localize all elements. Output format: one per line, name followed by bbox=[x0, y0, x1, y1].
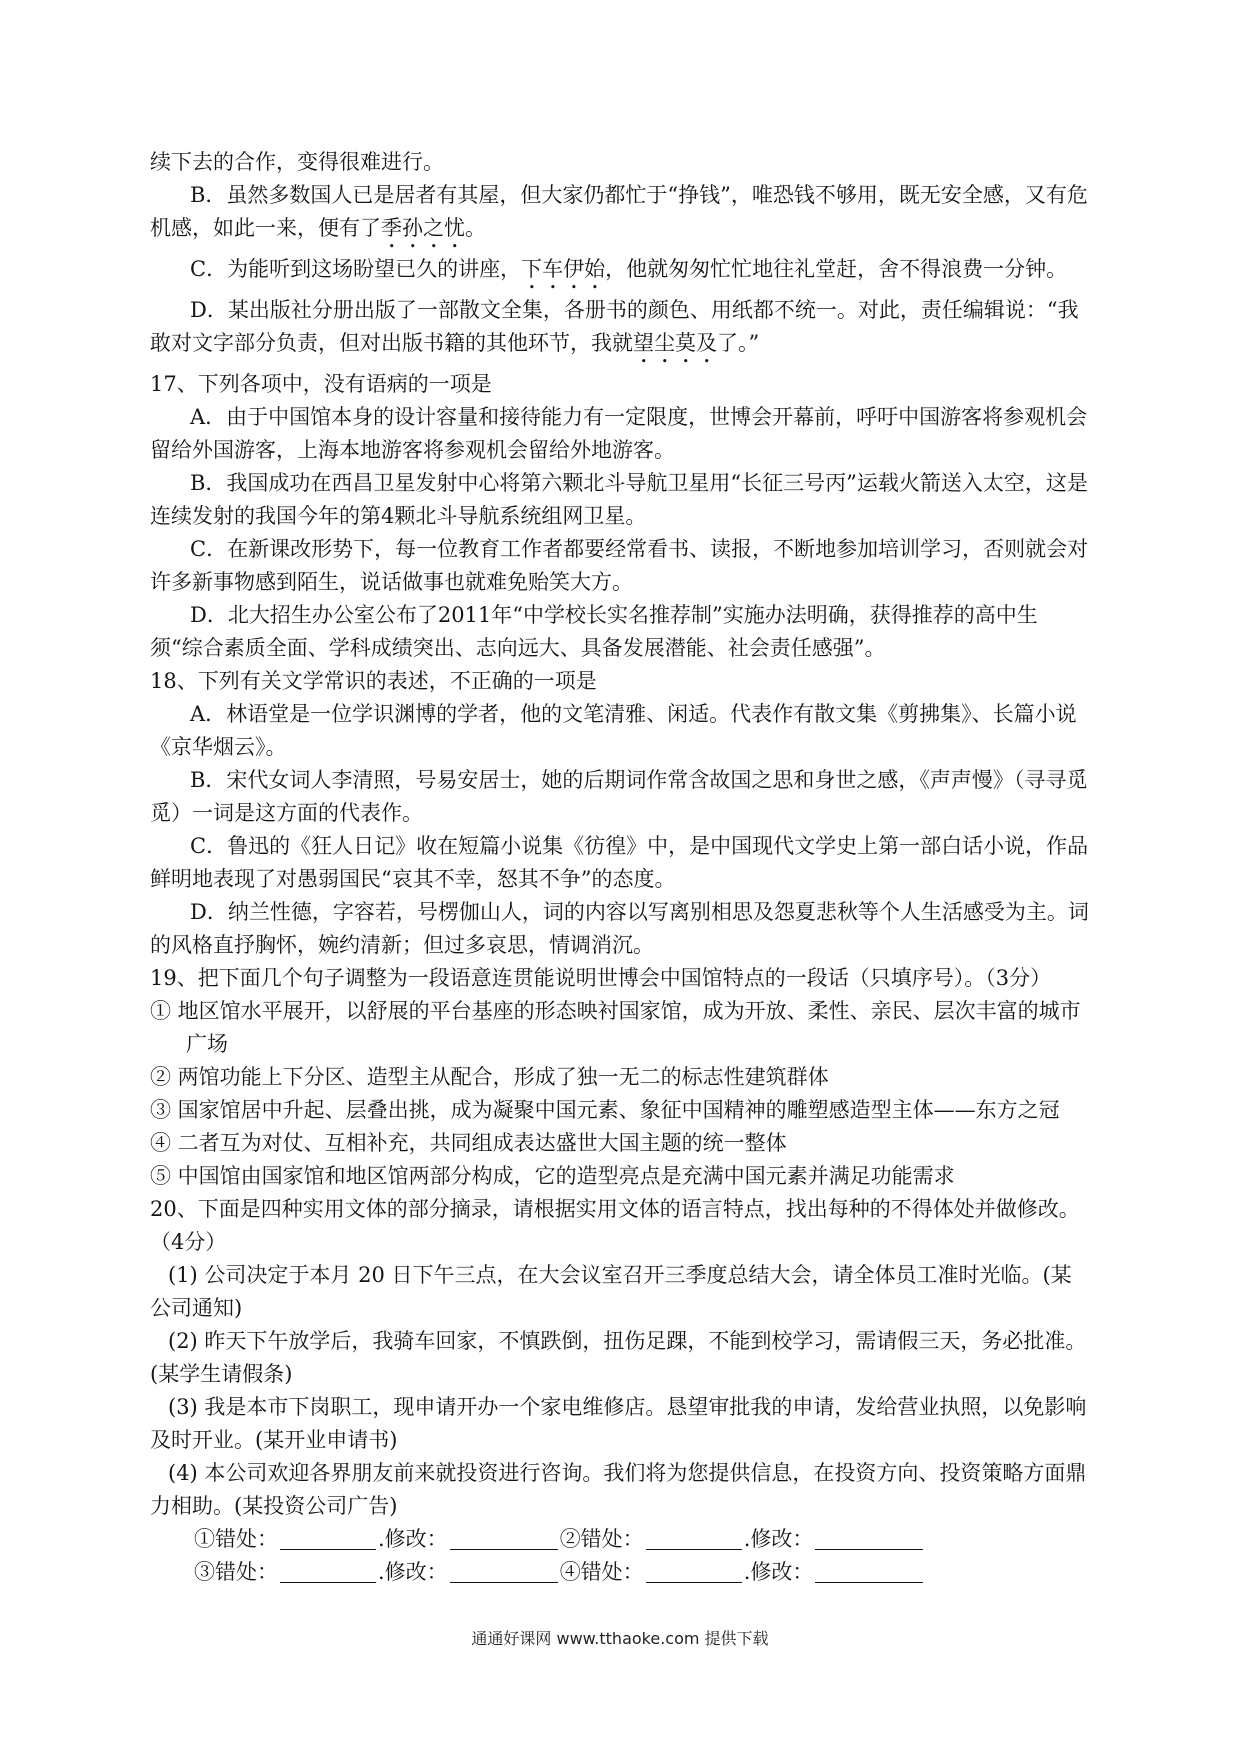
answer-2-fix-label: .修改： bbox=[743, 1527, 814, 1551]
q16-option-d bbox=[150, 294, 1090, 368]
q19-sentence-2: ② 两馆功能上下分区、造型主从配合，形成了独一无二的标志性建筑群体 bbox=[150, 1065, 829, 1089]
q16-option-b bbox=[150, 179, 1090, 253]
q19-sentence-1: ① 地区馆水平展开，以舒展的平台基座的形态映衬国家馆，成为开放、柔性、亲民、层次丰富的城市广场 bbox=[150, 999, 1081, 1056]
answer-4-fix-label: .修改： bbox=[743, 1560, 814, 1584]
answer-3-error-blank[interactable] bbox=[280, 1560, 376, 1583]
q16-continuation: 续下去的合作，变得很难进行。 bbox=[150, 150, 444, 174]
q18-option-d: D．纳兰性德，字容若，号楞伽山人，词的内容以写离别相思及怨夏悲秋等个人生活感受为主。词的风格直抒胸怀，婉约清新；但过多哀思，情调消沉。 bbox=[150, 900, 1089, 957]
q20-excerpt-2: (2) 昨天下午放学后，我骑车回家，不慎跌倒，扭伤足踝，不能到校学习，需请假三天，务必批准。(某学生请假条) bbox=[150, 1329, 1087, 1386]
answer-3-error-label: ③错处： bbox=[194, 1560, 278, 1584]
q16-option-c-text: C．为能听到这场盼望已久的讲座， bbox=[190, 257, 522, 281]
q18-option-a: A．林语堂是一位学识渊博的学者，他的文笔清雅、闲适。代表作有散文集《剪拂集》、长篇小说《京华烟云》。 bbox=[150, 702, 1077, 759]
q20-answer-row-2 bbox=[150, 1556, 1090, 1589]
answer-4-fix-blank[interactable] bbox=[815, 1560, 923, 1583]
q20-excerpt-4: (4) 本公司欢迎各界朋友前来就投资进行咨询。我们将为您提供信息，在投资方向、投资策略方面鼎力相助。(某投资公司广告) bbox=[150, 1461, 1087, 1518]
q20-excerpt-1: (1) 公司决定于本月 20 日下午三点，在大会议室召开三季度总结大会，请全体员工准时光临。(某公司通知) bbox=[150, 1263, 1072, 1320]
q16-option-c-emphasis: 下车伊始 bbox=[521, 257, 606, 281]
q16-option-d-end: 了。” bbox=[717, 331, 760, 355]
q16-option-b-text: B．虽然多数国人已是居者有其屋，但大家仍都忙于“挣钱”，唯恐钱不够用，既无安全感，又有危机感，如此一来，便有了 bbox=[150, 183, 1088, 240]
q16-option-d-emphasis: 望尘莫及 bbox=[633, 331, 717, 355]
q20-stem: 20、下面是四种实用文体的部分摘录，请根据实用文体的语言特点，找出每种的不得体处并做修改。（4分） bbox=[150, 1197, 1080, 1254]
q17-option-b: B．我国成功在西昌卫星发射中心将第六颗北斗导航卫星用“长征三号丙”运载火箭送入太空，这是连续发射的我国今年的第4颗北斗导航系统组网卫星。 bbox=[150, 471, 1088, 528]
q17-option-c: C．在新课改形势下，每一位教育工作者都要经常看书、读报，不断地参加培训学习，否则就会对许多新事物感到陌生，说话做事也就难免贻笑大方。 bbox=[150, 537, 1089, 594]
q16-option-b-end: 。 bbox=[465, 216, 486, 240]
q20-excerpt-3: (3) 我是本市下岗职工，现申请开办一个家电维修店。恳望审批我的申请，发给营业执照，以免影响及时开业。(某开业申请书) bbox=[150, 1395, 1087, 1452]
answer-1-error-blank[interactable] bbox=[280, 1527, 376, 1550]
answer-3-fix-label: .修改： bbox=[378, 1560, 448, 1584]
q19-sentence-5: ⑤ 中国馆由国家馆和地区馆两部分构成，它的造型亮点是充满中国元素并满足功能需求 bbox=[150, 1164, 955, 1188]
answer-2-error-blank[interactable] bbox=[646, 1527, 742, 1550]
q17-option-a: A．由于中国馆本身的设计容量和接待能力有一定限度，世博会开幕前，呼吁中国游客将参观机会留给外国游客，上海本地游客将参观机会留给外地游客。 bbox=[150, 405, 1088, 462]
q20-answer-row-1 bbox=[150, 1523, 1090, 1556]
q16-option-d-text: D．某出版社分册出版了一部散文全集，各册书的颜色、用纸都不统一。对此，责任编辑说：“我敢对文字部分负责，但对出版书籍的其他环节，我就 bbox=[150, 298, 1079, 355]
q19-stem: 19、把下面几个句子调整为一段语意连贯能说明世博会中国馆特点的一段话（只填序号）。（3分） bbox=[150, 966, 1052, 990]
q16-option-c-end: ，他就匆匆忙忙地往礼堂赶，舍不得浪费一分钟。 bbox=[605, 257, 1068, 281]
answer-2-error-label: ②错处： bbox=[559, 1527, 644, 1551]
q17-option-d: D．北大招生办公室公布了2011年“中学校长实名推荐制”实施办法明确，获得推荐的高中生须“综合素质全面、学科成绩突出、志向远大、具备发展潜能、社会责任感强”。 bbox=[150, 603, 1038, 660]
answer-1-fix-label: .修改： bbox=[378, 1527, 448, 1551]
answer-3-fix-blank[interactable] bbox=[450, 1560, 558, 1583]
q18-option-b: B．宋代女词人李清照，号易安居士，她的后期词作常含故国之思和身世之感，《声声慢》（寻寻觅觅）一词是这方面的代表作。 bbox=[150, 768, 1088, 825]
answer-2-fix-blank[interactable] bbox=[815, 1527, 923, 1550]
q18-stem: 18、下列有关文学常识的表述，不正确的一项是 bbox=[150, 669, 597, 693]
q19-sentence-4: ④ 二者互为对仗、互相补充，共同组成表达盛世大国主题的统一整体 bbox=[150, 1131, 787, 1155]
q18-option-c: C．鲁迅的《狂人日记》收在短篇小说集《彷徨》中，是中国现代文学史上第一部白话小说，作品鲜明地表现了对愚弱国民“哀其不幸，怒其不争”的态度。 bbox=[150, 834, 1089, 891]
answer-4-error-blank[interactable] bbox=[646, 1560, 742, 1583]
page-footer: 通通好课网 www.tthaoke.com 提供下载 bbox=[471, 1629, 769, 1648]
q16-option-c bbox=[150, 253, 1090, 294]
q17-stem: 17、下列各项中，没有语病的一项是 bbox=[150, 372, 492, 396]
answer-1-fix-blank[interactable] bbox=[450, 1527, 558, 1550]
q16-option-b-emphasis: 季孙之忧 bbox=[381, 216, 465, 240]
q19-sentence-3: ③ 国家馆居中升起、层叠出挑，成为凝聚中国元素、象征中国精神的雕塑感造型主体——东方之冠 bbox=[150, 1098, 1060, 1122]
page-content bbox=[150, 146, 1090, 1589]
answer-4-error-label: ④错处： bbox=[559, 1560, 644, 1584]
answer-1-error-label: ①错处： bbox=[194, 1527, 278, 1551]
